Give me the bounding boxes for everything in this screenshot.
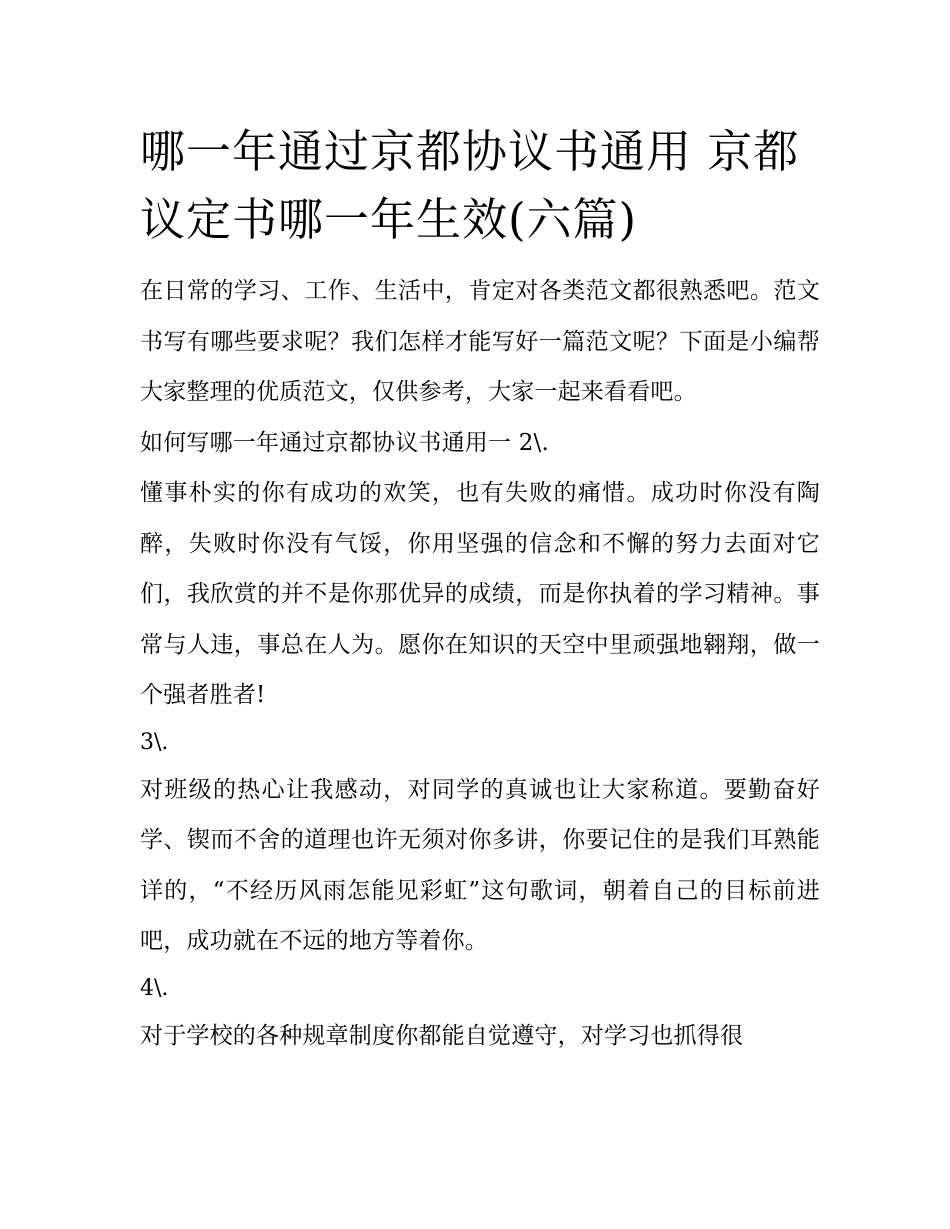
document-title: 哪一年通过京都协议书通用 京都议定书哪一年生效(六篇) [140,125,800,246]
body-paragraph: 懂事朴实的你有成功的欢笑，也有失败的痛惜。成功时你没有陶醉，失败时你没有气馁，你用坚强的信念和不懈的努力去面对它们，我欣赏的并不是你那优异的成绩，而是你执着的学习精神。事常与人违，事总在人为。愿你在知识的天空中里顽强地翱翔，做一个强者胜者! [140,480,820,708]
intro-paragraph: 在日常的学习、工作、生活中，肯定对各类范文都很熟悉吧。范文书写有哪些要求呢？我们怎样才能写好一篇范文呢？下面是小编帮大家整理的优质范文，仅供参考，大家一起来看看吧。 [140,278,820,405]
item-number: 3\. [140,729,169,755]
body-paragraph: 对于学校的各种规章制度你都能自觉遵守，对学习也抓得很 [140,1022,744,1049]
item-number: 4\. [140,975,169,1001]
document-page [140,118,820,1061]
body-paragraph: 对班级的热心让我感动，对同学的真诚也让大家称道。要勤奋好学、锲而不舍的道理也许无须对你多讲，你要记住的是我们耳熟能详的，“不经历风雨怎能见彩虹”这句歌词，朝着自己的目标前进吧，成功就在不远的地方等着你。 [140,776,820,954]
section-heading: 如何写哪一年通过京都协议书通用一 2\. [140,429,550,456]
